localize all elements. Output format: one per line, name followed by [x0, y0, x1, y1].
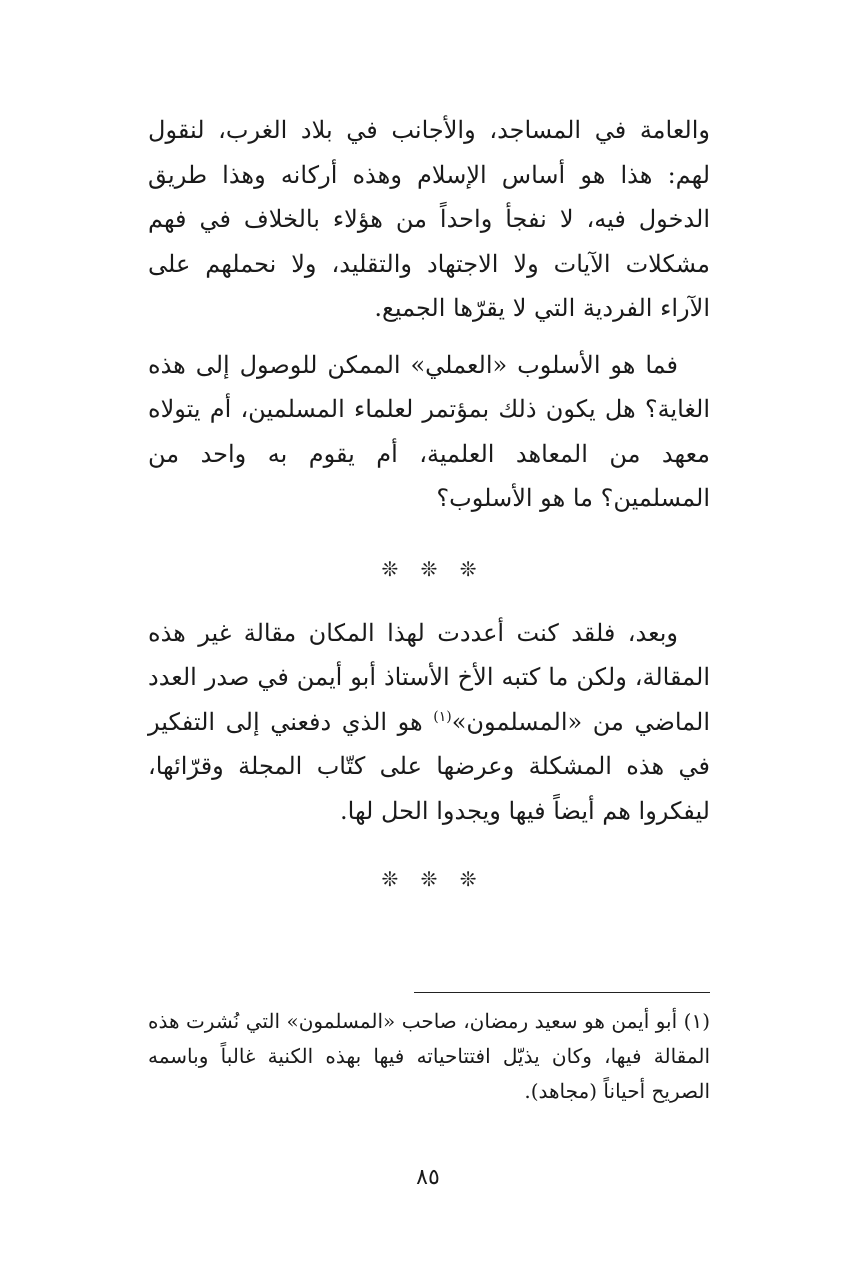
page-number: ٨٥: [416, 1165, 440, 1190]
paragraph-2: فما هو الأسلوب «العملي» الممكن للوصول إلى هذه الغاية؟ هل يكون ذلك بمؤتمر لعلماء المسلمين، أم يتولاه معهد من المعاهد العلمية، أم يقوم به واحد من المسلمين؟ ما هو الأسلوب؟: [148, 350, 710, 512]
footnote-reference[interactable]: (١): [433, 708, 452, 725]
paragraph-3-text: وبعد، فلقد كنت أعددت لهذا المكان مقالة غير هذه المقالة، ولكن ما كتبه الأخ الأستاذ أبو أيمن في صدر العدد الماضي من «المسلمون»: [148, 618, 710, 736]
paragraph-1: والعامة في المساجد، والأجانب في بلاد الغرب، لنقول لهم: هذا هو أساس الإسلام وهذه أركانه وهذا طريق الدخول فيه، لا نفجأ واحداً من هؤلاء بالخلاف في فهم مشكلات الآيات ولا الاجتهاد والتقليد، ولا نحملهم على الآراء الفردية التي لا يقرّها الجميع.: [148, 116, 710, 322]
footnote-marker: (١): [683, 1009, 710, 1033]
footnote-divider: [414, 992, 710, 993]
footnote: [148, 1004, 710, 1109]
section-separator-2: ❊ ❊ ❊: [381, 867, 477, 891]
main-text: [148, 108, 710, 921]
paragraph-3-continuation: هو الذي دفعني إلى التفكير في هذه المشكلة وعرضها على كتّاب المجلة وقرّائها، ليفكروا هم أيضاً فيها ويجدوا الحل لها.: [148, 707, 710, 825]
paragraph-3: [148, 611, 710, 834]
section-separator-1: ❊ ❊ ❊: [381, 556, 477, 581]
footnote-text: أبو أيمن هو سعيد رمضان، صاحب «المسلمون» التي نُشرت هذه المقالة فيها، وكان يذيّل افتتاحياته فيها بهذه الكنية غالباً وباسمه الصريح أحياناً (مجاهد).: [148, 1009, 710, 1103]
